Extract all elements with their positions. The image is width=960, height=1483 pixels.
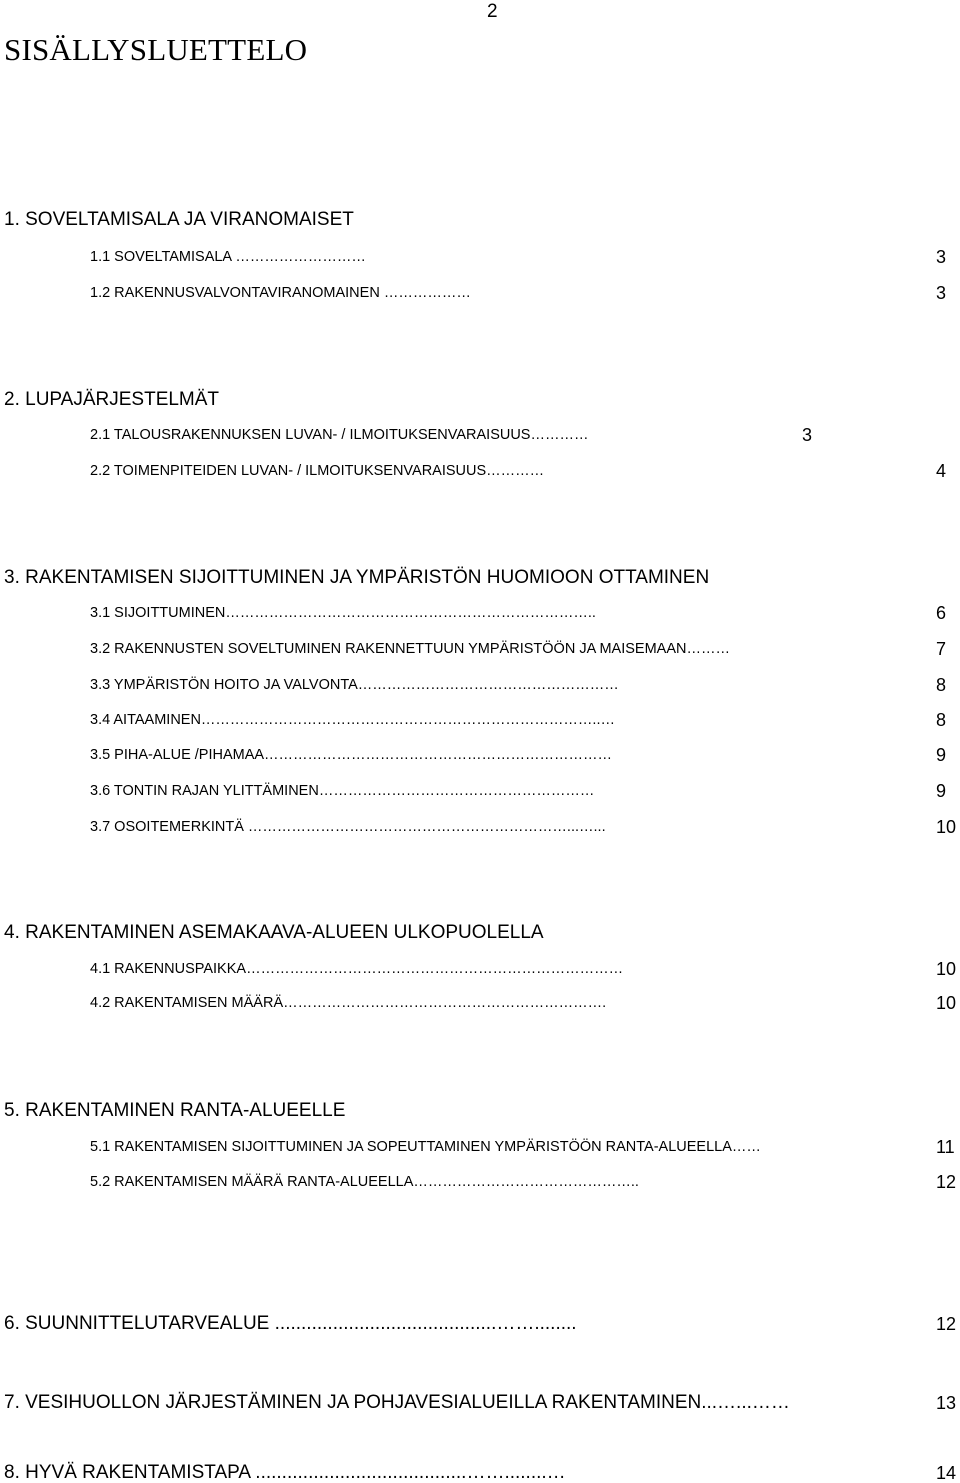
toc-item-1-2-page: 3: [936, 283, 947, 303]
toc-section-7-page: 13: [936, 1393, 957, 1413]
toc-item-5-2-page: 12: [936, 1172, 957, 1192]
toc-item-2-2-page: 4: [936, 461, 947, 481]
toc-section-8-page: 14: [936, 1463, 957, 1483]
toc-section-7-heading[interactable]: 7. VESIHUOLLON JÄRJESTÄMINEN JA POHJAVESIALUEILLA RAKENTAMINEN...…...……: [4, 1392, 790, 1413]
toc-section-3-heading[interactable]: 3. RAKENTAMISEN SIJOITTUMINEN JA YMPÄRISTÖN HUOMIOON OTTAMINEN: [4, 567, 710, 588]
toc-item-4-1[interactable]: 4.1 RAKENNUSPAIKKA……………………………………………………………………: [90, 961, 624, 977]
toc-item-5-2[interactable]: 5.2 RAKENTAMISEN MÄÄRÄ RANTA-ALUEELLA………………………………………..: [90, 1174, 639, 1190]
toc-item-3-4-page: 8: [936, 710, 947, 730]
toc-item-3-6-page: 9: [936, 781, 947, 801]
toc-item-3-3-page: 8: [936, 675, 947, 695]
toc-item-3-7[interactable]: 3.7 OSOITEMERKINTÄ …………………………………………………………...…...: [90, 819, 606, 835]
toc-item-2-1-page: 3: [802, 425, 813, 445]
toc-item-5-1[interactable]: 5.1 RAKENTAMISEN SIJOITTUMINEN JA SOPEUTTAMINEN YMPÄRISTÖÖN RANTA-ALUEELLA……: [90, 1139, 761, 1155]
toc-section-6-page: 12: [936, 1314, 957, 1334]
toc-item-2-1[interactable]: 2.1 TALOUSRAKENNUKSEN LUVAN- / ILMOITUKSENVARAISUUS…………: [90, 427, 589, 443]
toc-section-5-heading[interactable]: 5. RAKENTAMINEN RANTA-ALUEELLE: [4, 1100, 346, 1121]
toc-section-2-heading[interactable]: 2. LUPAJÄRJESTELMÄT: [4, 389, 220, 410]
toc-item-3-5[interactable]: 3.5 PIHA-ALUE /PIHAMAA………………………………………………………………: [90, 747, 613, 763]
toc-item-3-2-page: 7: [936, 639, 947, 659]
toc-section-6-heading[interactable]: 6. SUUNNITTELUTARVEALUE ..........................................……........: [4, 1313, 577, 1334]
toc-item-3-1-page: 6: [936, 603, 947, 623]
toc-item-2-2[interactable]: 2.2 TOIMENPITEIDEN LUVAN- / ILMOITUKSENVARAISUUS…………: [90, 463, 545, 479]
toc-item-3-2[interactable]: 3.2 RAKENNUSTEN SOVELTUMINEN RAKENNETTUUN YMPÄRISTÖÖN JA MAISEMAAN………: [90, 641, 730, 657]
toc-item-4-2[interactable]: 4.2 RAKENTAMISEN MÄÄRÄ………………………………………………………….: [90, 995, 607, 1011]
toc-section-4-heading[interactable]: 4. RAKENTAMINEN ASEMAKAAVA-ALUEEN ULKOPUOLELLA: [4, 922, 544, 943]
toc-item-1-2[interactable]: 1.2 RAKENNUSVALVONTAVIRANOMAINEN ………………: [90, 285, 471, 301]
toc-item-3-3[interactable]: 3.3 YMPÄRISTÖN HOITO JA VALVONTA………………………………………………: [90, 677, 619, 693]
toc-item-3-4[interactable]: 3.4 AITAAMINEN………………………………………………………………………..…: [90, 712, 615, 728]
toc-section-8-heading[interactable]: 8. HYVÄ RAKENTAMISTAPA ........................................……........…: [4, 1462, 566, 1483]
toc-item-1-1[interactable]: 1.1 SOVELTAMISALA ………………………: [90, 249, 366, 265]
toc-item-1-1-page: 3: [936, 247, 947, 267]
toc-item-3-5-page: 9: [936, 745, 947, 765]
toc-item-5-1-page: 11: [936, 1137, 955, 1157]
toc-item-4-2-page: 10: [936, 993, 957, 1013]
toc-item-3-1[interactable]: 3.1 SIJOITTUMINEN…………………………………………………………………..: [90, 605, 596, 621]
toc-item-3-7-page: 10: [936, 817, 957, 837]
toc-item-4-1-page: 10: [936, 959, 957, 979]
toc-section-1-heading[interactable]: 1. SOVELTAMISALA JA VIRANOMAISET: [4, 209, 354, 230]
page-title: SISÄLLYSLUETTELO: [4, 32, 308, 67]
toc-item-3-6[interactable]: 3.6 TONTIN RAJAN YLITTÄMINEN…………………………………………………: [90, 783, 595, 799]
page-number: 2: [487, 1, 498, 22]
